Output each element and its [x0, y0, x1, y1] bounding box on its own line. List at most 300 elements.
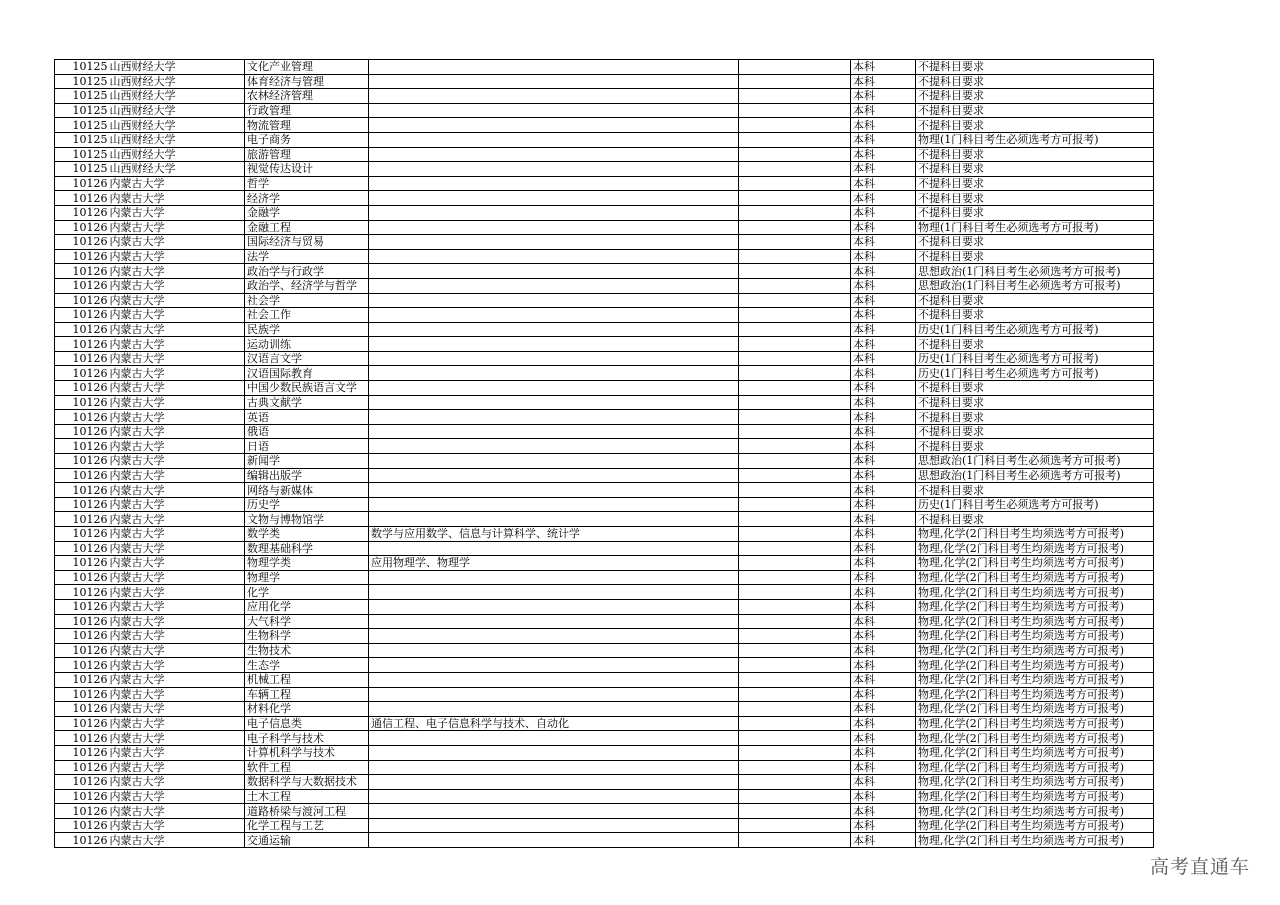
- major-name-cell: 道路桥梁与渡河工程: [245, 804, 369, 819]
- school-code-cell: 10126: [55, 497, 109, 512]
- included-majors-cell: [369, 614, 739, 629]
- subject-requirement-cell: 物理,化学(2门科目考生均须选考方可报考): [916, 745, 1154, 760]
- university-name-cell: 内蒙古大学: [109, 687, 245, 702]
- table-row: [55, 439, 1154, 454]
- table-row: [55, 308, 1154, 323]
- university-name-cell: 内蒙古大学: [109, 512, 245, 527]
- school-code-cell: 10126: [55, 235, 109, 250]
- university-name-cell: 内蒙古大学: [109, 541, 245, 556]
- major-name-cell: 物流管理: [245, 118, 369, 133]
- table-row: [55, 147, 1154, 162]
- included-majors-cell: [369, 833, 739, 848]
- included-majors-cell: [369, 337, 739, 352]
- level-cell: 本科: [851, 775, 916, 790]
- subject-requirement-cell: 物理,化学(2门科目考生均须选考方可报考): [916, 702, 1154, 717]
- school-code-cell: 10126: [55, 220, 109, 235]
- major-name-cell: 数据科学与大数据技术: [245, 775, 369, 790]
- major-name-cell: 电子科学与技术: [245, 731, 369, 746]
- included-majors-cell: [369, 118, 739, 133]
- table-row: [55, 454, 1154, 469]
- table-row: [55, 205, 1154, 220]
- school-code-cell: 10126: [55, 818, 109, 833]
- blank-cell: [739, 658, 851, 673]
- school-code-cell: 10126: [55, 439, 109, 454]
- level-cell: 本科: [851, 468, 916, 483]
- subject-requirement-cell: 物理(1门科目考生必须选考方可报考): [916, 220, 1154, 235]
- school-code-cell: 10126: [55, 351, 109, 366]
- included-majors-cell: [369, 278, 739, 293]
- blank-cell: [739, 395, 851, 410]
- level-cell: 本科: [851, 760, 916, 775]
- university-name-cell: 内蒙古大学: [109, 818, 245, 833]
- school-code-cell: 10126: [55, 629, 109, 644]
- level-cell: 本科: [851, 789, 916, 804]
- major-name-cell: 编辑出版学: [245, 468, 369, 483]
- school-code-cell: 10126: [55, 804, 109, 819]
- university-name-cell: 内蒙古大学: [109, 760, 245, 775]
- table-row: [55, 541, 1154, 556]
- subject-requirement-cell: 物理(1门科目考生必须选考方可报考): [916, 132, 1154, 147]
- university-name-cell: 内蒙古大学: [109, 483, 245, 498]
- university-name-cell: 内蒙古大学: [109, 804, 245, 819]
- subject-requirement-cell: 历史(1门科目考生必须选考方可报考): [916, 497, 1154, 512]
- blank-cell: [739, 439, 851, 454]
- table-row: [55, 235, 1154, 250]
- included-majors-cell: [369, 483, 739, 498]
- blank-cell: [739, 818, 851, 833]
- table-row: [55, 789, 1154, 804]
- level-cell: 本科: [851, 366, 916, 381]
- university-name-cell: 内蒙古大学: [109, 468, 245, 483]
- table-row: [55, 424, 1154, 439]
- school-code-cell: 10126: [55, 395, 109, 410]
- major-name-cell: 国际经济与贸易: [245, 235, 369, 250]
- included-majors-cell: [369, 103, 739, 118]
- table-row: [55, 89, 1154, 104]
- blank-cell: [739, 74, 851, 89]
- subject-requirement-cell: 物理,化学(2门科目考生均须选考方可报考): [916, 687, 1154, 702]
- level-cell: 本科: [851, 556, 916, 571]
- major-name-cell: 历史学: [245, 497, 369, 512]
- university-name-cell: 内蒙古大学: [109, 395, 245, 410]
- table-row: [55, 731, 1154, 746]
- major-name-cell: 政治学、经济学与哲学: [245, 278, 369, 293]
- table-row: [55, 249, 1154, 264]
- university-name-cell: 内蒙古大学: [109, 643, 245, 658]
- table-row: [55, 804, 1154, 819]
- blank-cell: [739, 760, 851, 775]
- blank-cell: [739, 308, 851, 323]
- blank-cell: [739, 512, 851, 527]
- university-name-cell: 山西财经大学: [109, 147, 245, 162]
- blank-cell: [739, 702, 851, 717]
- university-name-cell: 内蒙古大学: [109, 249, 245, 264]
- subject-requirement-cell: 历史(1门科目考生必须选考方可报考): [916, 322, 1154, 337]
- table-row: [55, 176, 1154, 191]
- included-majors-cell: [369, 570, 739, 585]
- subject-requirement-cell: 不提科目要求: [916, 103, 1154, 118]
- school-code-cell: 10126: [55, 760, 109, 775]
- level-cell: 本科: [851, 308, 916, 323]
- school-code-cell: 10126: [55, 249, 109, 264]
- table-body: [55, 60, 1154, 848]
- blank-cell: [739, 293, 851, 308]
- blank-cell: [739, 629, 851, 644]
- school-code-cell: 10126: [55, 264, 109, 279]
- blank-cell: [739, 614, 851, 629]
- major-name-cell: 电子商务: [245, 132, 369, 147]
- university-name-cell: 内蒙古大学: [109, 702, 245, 717]
- included-majors-cell: [369, 264, 739, 279]
- subject-requirement-cell: 物理,化学(2门科目考生均须选考方可报考): [916, 760, 1154, 775]
- included-majors-cell: [369, 410, 739, 425]
- university-name-cell: 内蒙古大学: [109, 308, 245, 323]
- school-code-cell: 10125: [55, 118, 109, 133]
- blank-cell: [739, 176, 851, 191]
- table-row: [55, 599, 1154, 614]
- table-row: [55, 395, 1154, 410]
- included-majors-cell: [369, 468, 739, 483]
- subject-requirement-cell: 物理,化学(2门科目考生均须选考方可报考): [916, 643, 1154, 658]
- level-cell: 本科: [851, 745, 916, 760]
- subject-requirement-cell: 历史(1门科目考生必须选考方可报考): [916, 351, 1154, 366]
- included-majors-cell: [369, 191, 739, 206]
- subject-requirement-cell: 不提科目要求: [916, 147, 1154, 162]
- level-cell: 本科: [851, 424, 916, 439]
- level-cell: 本科: [851, 220, 916, 235]
- table-row: [55, 614, 1154, 629]
- subject-requirement-cell: 历史(1门科目考生必须选考方可报考): [916, 366, 1154, 381]
- university-name-cell: 内蒙古大学: [109, 351, 245, 366]
- major-name-cell: 物理学类: [245, 556, 369, 571]
- university-name-cell: 内蒙古大学: [109, 293, 245, 308]
- major-name-cell: 机械工程: [245, 672, 369, 687]
- university-name-cell: 内蒙古大学: [109, 585, 245, 600]
- level-cell: 本科: [851, 643, 916, 658]
- table-row: [55, 132, 1154, 147]
- school-code-cell: 10126: [55, 541, 109, 556]
- level-cell: 本科: [851, 687, 916, 702]
- subject-requirement-cell: 物理,化学(2门科目考生均须选考方可报考): [916, 833, 1154, 848]
- level-cell: 本科: [851, 585, 916, 600]
- subject-requirement-cell: 物理,化学(2门科目考生均须选考方可报考): [916, 716, 1154, 731]
- school-code-cell: 10126: [55, 702, 109, 717]
- included-majors-cell: [369, 322, 739, 337]
- subject-requirement-cell: 物理,化学(2门科目考生均须选考方可报考): [916, 614, 1154, 629]
- table-row: [55, 220, 1154, 235]
- major-name-cell: 视觉传达设计: [245, 162, 369, 177]
- level-cell: 本科: [851, 599, 916, 614]
- subject-requirement-cell: 物理,化学(2门科目考生均须选考方可报考): [916, 775, 1154, 790]
- school-code-cell: 10126: [55, 308, 109, 323]
- subject-requirement-cell: 物理,化学(2门科目考生均须选考方可报考): [916, 731, 1154, 746]
- university-name-cell: 内蒙古大学: [109, 381, 245, 396]
- major-name-cell: 政治学与行政学: [245, 264, 369, 279]
- school-code-cell: 10126: [55, 687, 109, 702]
- university-name-cell: 内蒙古大学: [109, 439, 245, 454]
- major-name-cell: 运动训练: [245, 337, 369, 352]
- table-row: [55, 497, 1154, 512]
- blank-cell: [739, 205, 851, 220]
- table-row: [55, 468, 1154, 483]
- major-name-cell: 金融工程: [245, 220, 369, 235]
- blank-cell: [739, 585, 851, 600]
- university-name-cell: 山西财经大学: [109, 132, 245, 147]
- level-cell: 本科: [851, 497, 916, 512]
- major-name-cell: 大气科学: [245, 614, 369, 629]
- subject-requirement-cell: 不提科目要求: [916, 308, 1154, 323]
- subject-requirement-cell: 思想政治(1门科目考生必须选考方可报考): [916, 454, 1154, 469]
- table-row: [55, 702, 1154, 717]
- major-name-cell: 体育经济与管理: [245, 74, 369, 89]
- subject-requirement-cell: 不提科目要求: [916, 89, 1154, 104]
- table-row: [55, 191, 1154, 206]
- major-name-cell: 法学: [245, 249, 369, 264]
- school-code-cell: 10126: [55, 366, 109, 381]
- level-cell: 本科: [851, 702, 916, 717]
- table-row: [55, 672, 1154, 687]
- table-row: [55, 483, 1154, 498]
- blank-cell: [739, 454, 851, 469]
- university-name-cell: 内蒙古大学: [109, 454, 245, 469]
- university-name-cell: 内蒙古大学: [109, 527, 245, 542]
- table-row: [55, 74, 1154, 89]
- university-name-cell: 内蒙古大学: [109, 556, 245, 571]
- table-row: [55, 60, 1154, 75]
- subject-requirement-cell: 不提科目要求: [916, 74, 1154, 89]
- school-code-cell: 10126: [55, 789, 109, 804]
- university-name-cell: 内蒙古大学: [109, 410, 245, 425]
- level-cell: 本科: [851, 147, 916, 162]
- included-majors-cell: [369, 585, 739, 600]
- subject-requirements-table: [54, 59, 1154, 848]
- level-cell: 本科: [851, 191, 916, 206]
- school-code-cell: 10126: [55, 570, 109, 585]
- university-name-cell: 内蒙古大学: [109, 322, 245, 337]
- level-cell: 本科: [851, 570, 916, 585]
- table-row: [55, 643, 1154, 658]
- included-majors-cell: [369, 220, 739, 235]
- level-cell: 本科: [851, 235, 916, 250]
- included-majors-cell: [369, 818, 739, 833]
- university-name-cell: 内蒙古大学: [109, 497, 245, 512]
- subject-requirement-cell: 不提科目要求: [916, 483, 1154, 498]
- blank-cell: [739, 731, 851, 746]
- major-name-cell: 数理基础科学: [245, 541, 369, 556]
- school-code-cell: 10125: [55, 147, 109, 162]
- school-code-cell: 10126: [55, 410, 109, 425]
- included-majors-cell: [369, 366, 739, 381]
- level-cell: 本科: [851, 512, 916, 527]
- subject-requirement-cell: 物理,化学(2门科目考生均须选考方可报考): [916, 789, 1154, 804]
- school-code-cell: 10126: [55, 454, 109, 469]
- included-majors-cell: [369, 512, 739, 527]
- major-name-cell: 交通运输: [245, 833, 369, 848]
- major-name-cell: 社会工作: [245, 308, 369, 323]
- table-row: [55, 585, 1154, 600]
- level-cell: 本科: [851, 454, 916, 469]
- included-majors-cell: [369, 687, 739, 702]
- level-cell: 本科: [851, 716, 916, 731]
- university-name-cell: 山西财经大学: [109, 103, 245, 118]
- major-name-cell: 应用化学: [245, 599, 369, 614]
- included-majors-cell: [369, 381, 739, 396]
- subject-requirement-cell: 不提科目要求: [916, 424, 1154, 439]
- school-code-cell: 10126: [55, 424, 109, 439]
- blank-cell: [739, 191, 851, 206]
- subject-requirement-cell: 物理,化学(2门科目考生均须选考方可报考): [916, 658, 1154, 673]
- level-cell: 本科: [851, 527, 916, 542]
- subject-requirement-cell: 物理,化学(2门科目考生均须选考方可报考): [916, 818, 1154, 833]
- level-cell: 本科: [851, 264, 916, 279]
- table-row: [55, 264, 1154, 279]
- university-name-cell: 山西财经大学: [109, 118, 245, 133]
- blank-cell: [739, 322, 851, 337]
- school-code-cell: 10126: [55, 176, 109, 191]
- major-name-cell: 文化产业管理: [245, 60, 369, 75]
- blank-cell: [739, 527, 851, 542]
- level-cell: 本科: [851, 818, 916, 833]
- blank-cell: [739, 804, 851, 819]
- school-code-cell: 10126: [55, 745, 109, 760]
- university-name-cell: 内蒙古大学: [109, 176, 245, 191]
- university-name-cell: 内蒙古大学: [109, 614, 245, 629]
- blank-cell: [739, 556, 851, 571]
- school-code-cell: 10126: [55, 658, 109, 673]
- included-majors-cell: [369, 395, 739, 410]
- included-majors-cell: [369, 454, 739, 469]
- subject-requirement-cell: 物理,化学(2门科目考生均须选考方可报考): [916, 672, 1154, 687]
- table-row: [55, 570, 1154, 585]
- school-code-cell: 10126: [55, 527, 109, 542]
- table-row: [55, 410, 1154, 425]
- level-cell: 本科: [851, 322, 916, 337]
- school-code-cell: 10126: [55, 468, 109, 483]
- major-name-cell: 社会学: [245, 293, 369, 308]
- university-name-cell: 内蒙古大学: [109, 235, 245, 250]
- blank-cell: [739, 381, 851, 396]
- school-code-cell: 10125: [55, 132, 109, 147]
- included-majors-cell: [369, 424, 739, 439]
- major-name-cell: 民族学: [245, 322, 369, 337]
- blank-cell: [739, 483, 851, 498]
- major-name-cell: 土木工程: [245, 789, 369, 804]
- blank-cell: [739, 118, 851, 133]
- included-majors-cell: [369, 147, 739, 162]
- subject-requirement-cell: 不提科目要求: [916, 60, 1154, 75]
- university-name-cell: 山西财经大学: [109, 162, 245, 177]
- blank-cell: [739, 162, 851, 177]
- table-row: [55, 527, 1154, 542]
- included-majors-cell: [369, 205, 739, 220]
- level-cell: 本科: [851, 293, 916, 308]
- level-cell: 本科: [851, 731, 916, 746]
- subject-requirement-cell: 思想政治(1门科目考生必须选考方可报考): [916, 468, 1154, 483]
- school-code-cell: 10126: [55, 293, 109, 308]
- blank-cell: [739, 599, 851, 614]
- level-cell: 本科: [851, 337, 916, 352]
- blank-cell: [739, 264, 851, 279]
- school-code-cell: 10125: [55, 60, 109, 75]
- major-name-cell: 旅游管理: [245, 147, 369, 162]
- subject-requirement-cell: 物理,化学(2门科目考生均须选考方可报考): [916, 585, 1154, 600]
- school-code-cell: 10126: [55, 278, 109, 293]
- table-row: [55, 687, 1154, 702]
- subject-requirement-cell: 物理,化学(2门科目考生均须选考方可报考): [916, 556, 1154, 571]
- table-row: [55, 366, 1154, 381]
- subject-requirement-cell: 不提科目要求: [916, 176, 1154, 191]
- table-row: [55, 833, 1154, 848]
- school-code-cell: 10126: [55, 512, 109, 527]
- blank-cell: [739, 716, 851, 731]
- university-name-cell: 内蒙古大学: [109, 672, 245, 687]
- subject-requirement-cell: 不提科目要求: [916, 512, 1154, 527]
- level-cell: 本科: [851, 483, 916, 498]
- subject-requirement-cell: 不提科目要求: [916, 293, 1154, 308]
- major-name-cell: 化学工程与工艺: [245, 818, 369, 833]
- level-cell: 本科: [851, 672, 916, 687]
- included-majors-cell: [369, 60, 739, 75]
- subject-requirement-cell: 不提科目要求: [916, 410, 1154, 425]
- major-name-cell: 行政管理: [245, 103, 369, 118]
- school-code-cell: 10126: [55, 205, 109, 220]
- school-code-cell: 10126: [55, 614, 109, 629]
- school-code-cell: 10125: [55, 74, 109, 89]
- school-code-cell: 10126: [55, 643, 109, 658]
- university-name-cell: 内蒙古大学: [109, 366, 245, 381]
- school-code-cell: 10126: [55, 483, 109, 498]
- major-name-cell: 汉语国际教育: [245, 366, 369, 381]
- major-name-cell: 生物科学: [245, 629, 369, 644]
- blank-cell: [739, 789, 851, 804]
- major-name-cell: 俄语: [245, 424, 369, 439]
- included-majors-cell: [369, 731, 739, 746]
- blank-cell: [739, 775, 851, 790]
- table-row: [55, 745, 1154, 760]
- level-cell: 本科: [851, 410, 916, 425]
- major-name-cell: 生态学: [245, 658, 369, 673]
- included-majors-cell: [369, 702, 739, 717]
- blank-cell: [739, 103, 851, 118]
- table-row: [55, 716, 1154, 731]
- major-name-cell: 金融学: [245, 205, 369, 220]
- major-name-cell: 计算机科学与技术: [245, 745, 369, 760]
- watermark-text: 高考直通车: [1149, 856, 1250, 878]
- school-code-cell: 10126: [55, 322, 109, 337]
- major-name-cell: 新闻学: [245, 454, 369, 469]
- school-code-cell: 10125: [55, 89, 109, 104]
- school-code-cell: 10126: [55, 599, 109, 614]
- school-code-cell: 10126: [55, 833, 109, 848]
- blank-cell: [739, 235, 851, 250]
- subject-requirement-cell: 不提科目要求: [916, 235, 1154, 250]
- included-majors-cell: [369, 132, 739, 147]
- major-name-cell: 生物技术: [245, 643, 369, 658]
- level-cell: 本科: [851, 60, 916, 75]
- included-majors-cell: [369, 176, 739, 191]
- included-majors-cell: [369, 249, 739, 264]
- blank-cell: [739, 366, 851, 381]
- table-row: [55, 512, 1154, 527]
- major-name-cell: 农林经济管理: [245, 89, 369, 104]
- university-name-cell: 山西财经大学: [109, 74, 245, 89]
- level-cell: 本科: [851, 132, 916, 147]
- blank-cell: [739, 337, 851, 352]
- included-majors-cell: [369, 804, 739, 819]
- table-row: [55, 322, 1154, 337]
- major-name-cell: 化学: [245, 585, 369, 600]
- blank-cell: [739, 424, 851, 439]
